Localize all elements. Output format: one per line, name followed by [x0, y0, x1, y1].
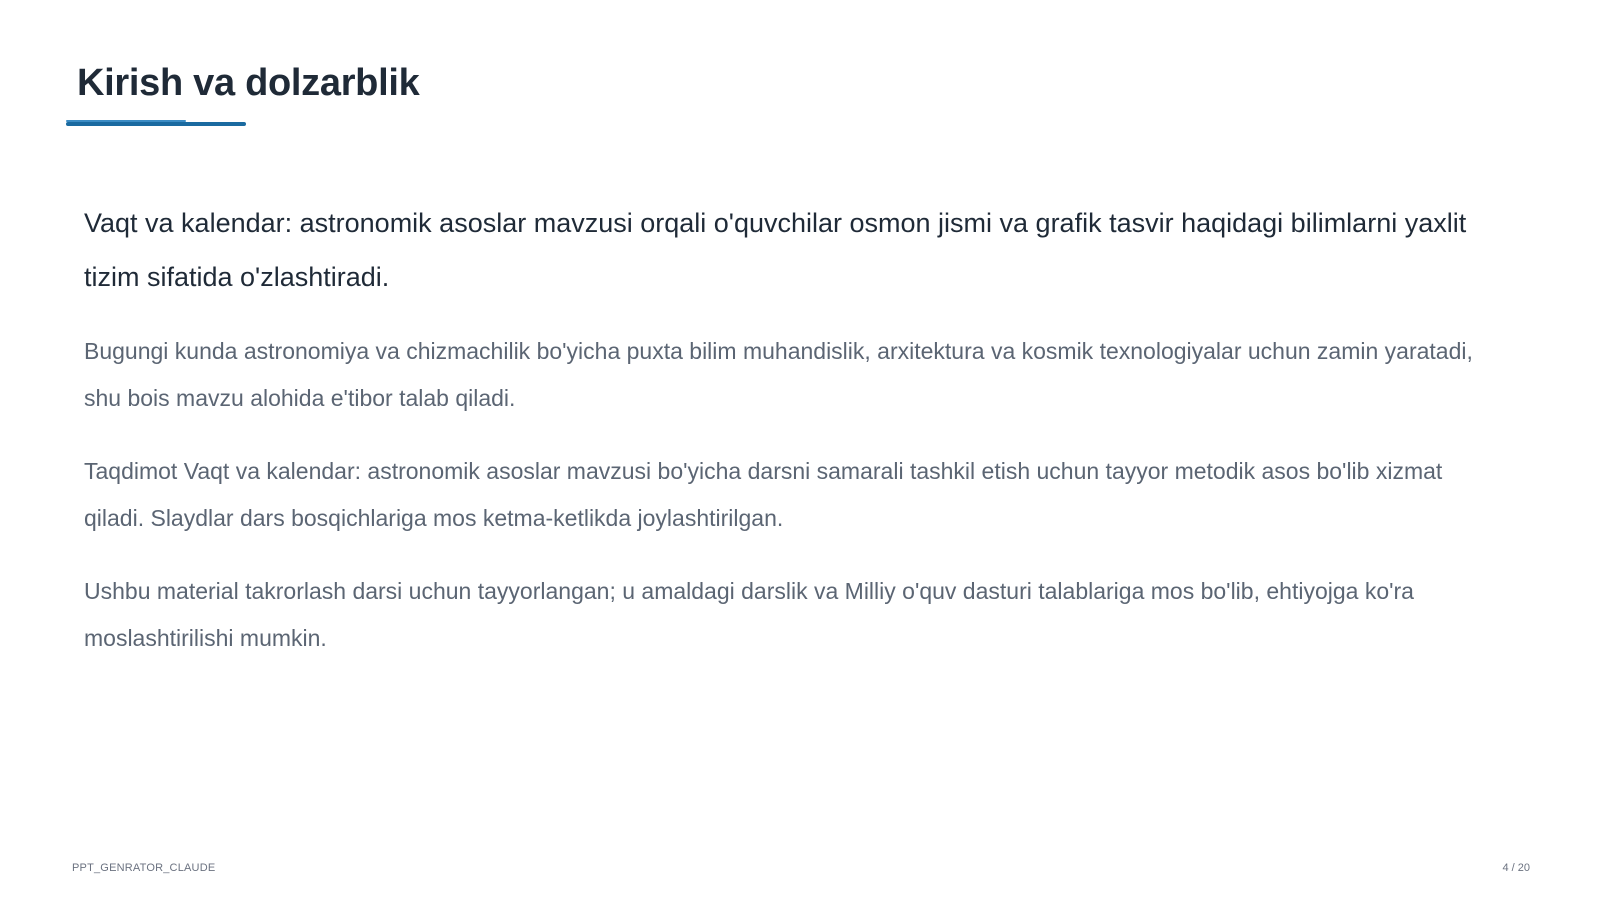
- footer-source-label: PPT_GENRATOR_CLAUDE: [72, 862, 216, 874]
- body-paragraph-1: Bugungi kunda astronomiya va chizmachilik bo'yicha puxta bilim muhandislik, arxitektura va kosmik texnologiyalar uchun zamin yaratadi, shu bois mavzu alohida e'tibor talab qiladi.: [84, 338, 1473, 411]
- body-paragraph-2: Taqdimot Vaqt va kalendar: astronomik asoslar mavzusi bo'yicha darsni samarali tashkil etish uchun tayyor metodik asos bo'lib xizmat qiladi. Slaydlar dars bosqichlariga mos ketma-ketlikda joylashtirilgan.: [84, 458, 1443, 531]
- slide-title: Kirish va dolzarblik: [77, 62, 420, 104]
- page-number: 4 / 20: [1502, 862, 1530, 874]
- title-underline-accent: [66, 120, 186, 122]
- title-underline: [66, 122, 246, 126]
- body-paragraph-3: Ushbu material takrorlash darsi uchun tayyorlangan; u amaldagi darslik va Milliy o'quv dasturi talablariga mos bo'lib, ehtiyojga ko'ra moslashtirilishi mumkin.: [84, 578, 1414, 651]
- slide-content: [84, 196, 1504, 688]
- lead-paragraph: Vaqt va kalendar: astronomik asoslar mavzusi orqali o'quvchilar osmon jismi va grafik tasvir haqidagi bilimlarni yaxlit tizim sifatida o'zlashtiradi.: [84, 208, 1467, 292]
